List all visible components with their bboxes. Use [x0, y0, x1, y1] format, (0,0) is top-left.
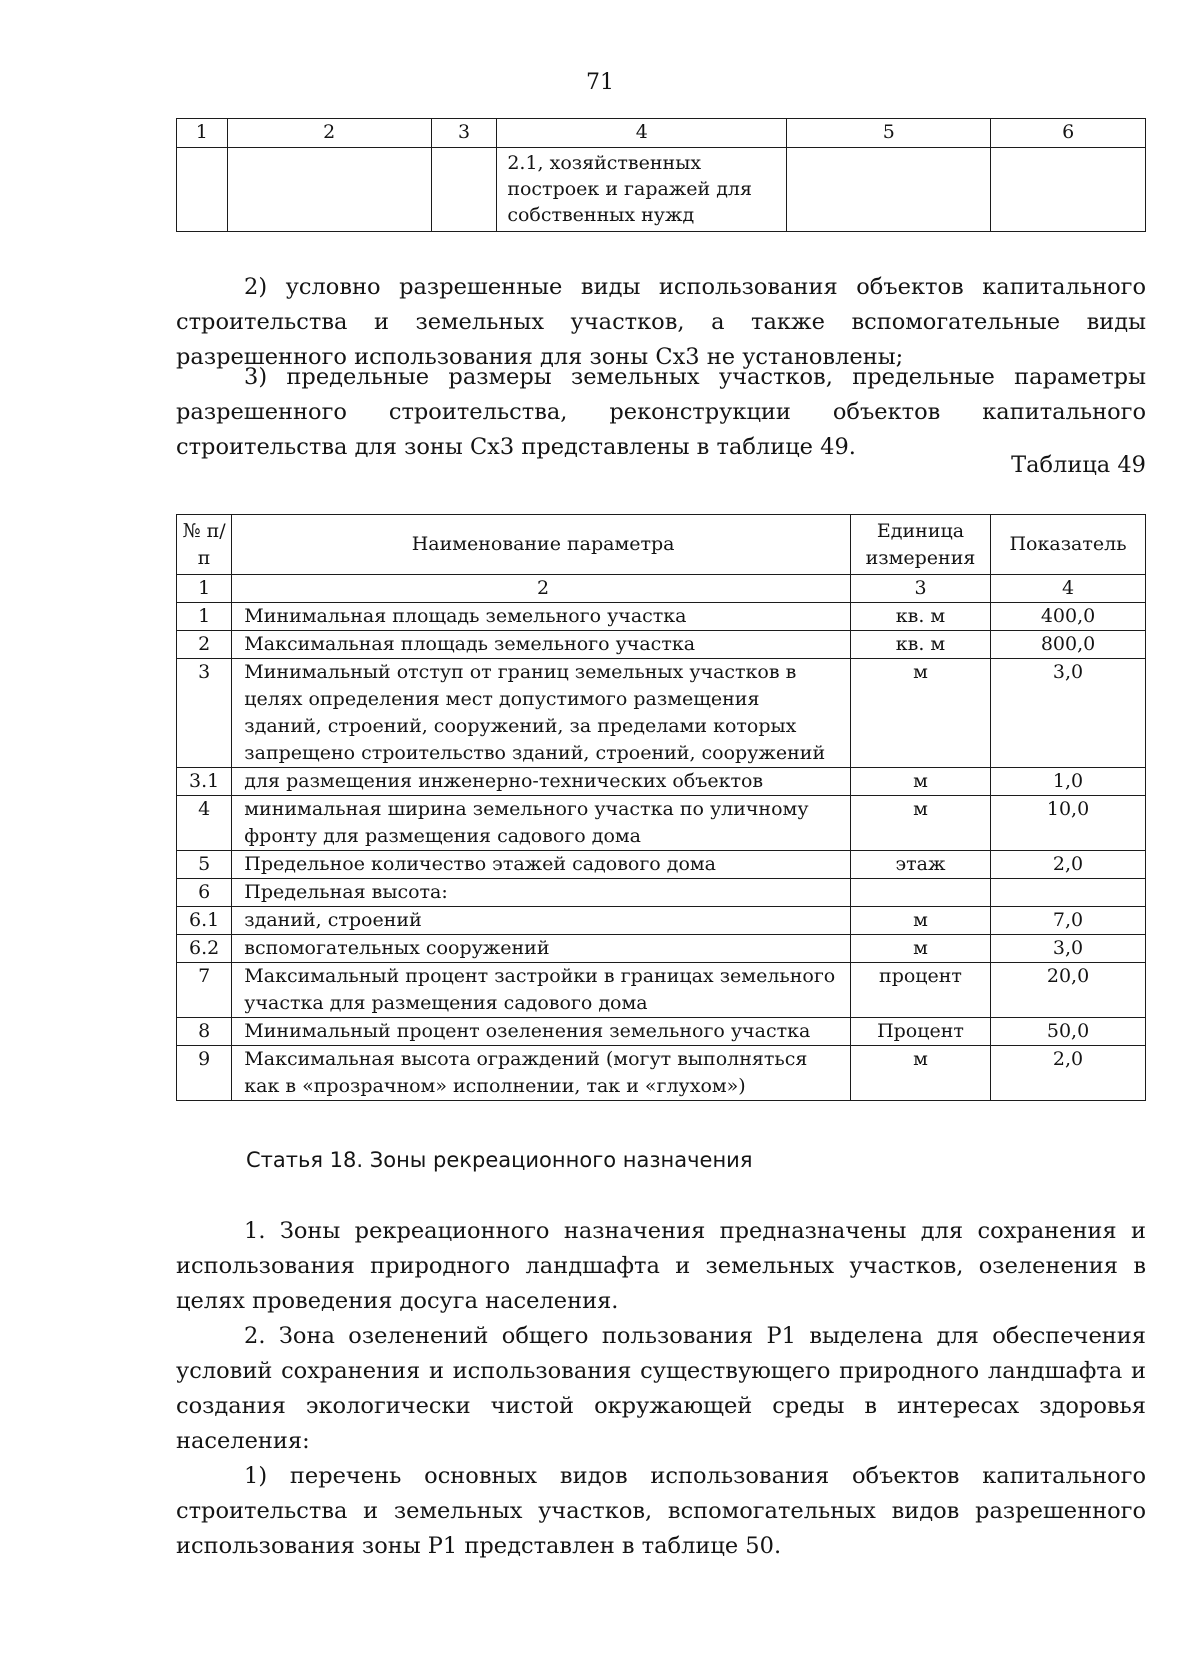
- row-num: 6.1: [177, 907, 232, 935]
- row-unit: [850, 879, 990, 907]
- page-number: 71: [586, 70, 614, 95]
- table-row: [177, 907, 1146, 935]
- column-number: 4: [991, 575, 1146, 603]
- paragraph-3-text: 3) предельные размеры земельных участков, предельные параметры разрешенного строительства, реконструкции объектов капитального строительства для зоны Сх3 представлены в таблице 49.: [176, 364, 1146, 460]
- row-name: Минимальный процент озеленения земельного участка: [232, 1018, 851, 1046]
- continued-header-cell: 5: [787, 119, 991, 148]
- header-unit: Единица измерения: [850, 515, 990, 575]
- row-value: 800,0: [991, 631, 1146, 659]
- table-row: [177, 659, 1146, 768]
- header-num: № п/п: [177, 515, 232, 575]
- row-name: Максимальная высота ограждений (могут выполняться как в «прозрачном» исполнении, так и «глухом»): [232, 1046, 851, 1101]
- continued-table-row: [177, 148, 1146, 232]
- row-num: 6: [177, 879, 232, 907]
- row-name: минимальная ширина земельного участка по уличному фронту для размещения садового дома: [232, 796, 851, 851]
- row-unit: Процент: [850, 1018, 990, 1046]
- table-49-header-row: [177, 515, 1146, 575]
- row-value: 3,0: [991, 935, 1146, 963]
- table-row: [177, 851, 1146, 879]
- table-row: [177, 935, 1146, 963]
- article-paragraph-1: [176, 1214, 1146, 1319]
- row-unit: м: [850, 1046, 990, 1101]
- row-name: Максимальная площадь земельного участка: [232, 631, 851, 659]
- row-num: 3.1: [177, 768, 232, 796]
- row-unit: м: [850, 796, 990, 851]
- header-value: Показатель: [991, 515, 1146, 575]
- row-unit: процент: [850, 963, 990, 1018]
- row-unit: м: [850, 935, 990, 963]
- row-value: 2,0: [991, 851, 1146, 879]
- row-name: Предельная высота:: [232, 879, 851, 907]
- table-49-column-number-row: [177, 575, 1146, 603]
- continued-cell: [177, 148, 228, 232]
- row-num: 1: [177, 603, 232, 631]
- paragraph-2-text: 2) условно разрешенные виды использования объектов капитального строительства и земельных участков, а также вспомогательные виды разрешенного использования для зоны Сх3 не установлены;: [176, 274, 1146, 370]
- row-name: Минимальный отступ от границ земельных участков в целях определения мест допустимого размещения зданий, строений, сооружений, за пределами которых запрещено строительство зданий, строений, сооружений: [232, 659, 851, 768]
- row-value: 400,0: [991, 603, 1146, 631]
- row-name: Предельное количество этажей садового дома: [232, 851, 851, 879]
- row-unit: м: [850, 907, 990, 935]
- continued-header-cell: 2: [227, 119, 431, 148]
- row-num: 7: [177, 963, 232, 1018]
- row-name: вспомогательных сооружений: [232, 935, 851, 963]
- continued-cell: [787, 148, 991, 232]
- table-row: [177, 631, 1146, 659]
- row-unit: этаж: [850, 851, 990, 879]
- row-num: 3: [177, 659, 232, 768]
- article-paragraph-1-text: 1. Зоны рекреационного назначения предназначены для сохранения и использования природного ландшафта и земельных участков, озеленения в целях проведения досуга населения.: [176, 1218, 1146, 1314]
- continued-header-cell: 3: [431, 119, 497, 148]
- paragraph-3: [176, 360, 1146, 465]
- article-paragraph-2: [176, 1319, 1146, 1459]
- row-value: 2,0: [991, 1046, 1146, 1101]
- header-name: Наименование параметра: [232, 515, 851, 575]
- row-num: 6.2: [177, 935, 232, 963]
- row-unit: м: [850, 768, 990, 796]
- row-num: 2: [177, 631, 232, 659]
- continued-header-cell: 4: [497, 119, 787, 148]
- table-row: [177, 1046, 1146, 1101]
- continued-cell: [991, 148, 1146, 232]
- row-name: для размещения инженерно-технических объектов: [232, 768, 851, 796]
- row-num: 4: [177, 796, 232, 851]
- row-num: 9: [177, 1046, 232, 1101]
- row-value: 7,0: [991, 907, 1146, 935]
- row-value: 50,0: [991, 1018, 1146, 1046]
- row-value: 3,0: [991, 659, 1146, 768]
- table-49: [176, 514, 1146, 1101]
- row-value: 10,0: [991, 796, 1146, 851]
- row-value: 20,0: [991, 963, 1146, 1018]
- table-row: [177, 796, 1146, 851]
- continued-cell: [431, 148, 497, 232]
- row-num: 8: [177, 1018, 232, 1046]
- article-paragraph-3: [176, 1459, 1146, 1564]
- continued-cell-text: 2.1, хозяйственных построек и гаражей для собственных нужд: [507, 152, 752, 226]
- table-49-caption: Таблица 49: [1011, 452, 1146, 478]
- article-paragraph-2-text: 2. Зона озеленений общего пользования Р1 выделена для обеспечения условий сохранения и использования существующего природного ландшафта и создания экологически чистой окружающей среды в интересах здоровья населения:: [176, 1323, 1146, 1454]
- continued-header-cell: 6: [991, 119, 1146, 148]
- table-row: [177, 1018, 1146, 1046]
- row-value: [991, 879, 1146, 907]
- column-number: 2: [232, 575, 851, 603]
- column-number: 3: [850, 575, 990, 603]
- row-name: Минимальная площадь земельного участка: [232, 603, 851, 631]
- continued-header-cell: 1: [177, 119, 228, 148]
- row-name: зданий, строений: [232, 907, 851, 935]
- article-heading: Статья 18. Зоны рекреационного назначения: [246, 1148, 753, 1172]
- row-name: Максимальный процент застройки в границах земельного участка для размещения садового дома: [232, 963, 851, 1018]
- row-unit: м: [850, 659, 990, 768]
- table-row: [177, 603, 1146, 631]
- row-unit: кв. м: [850, 631, 990, 659]
- article-paragraph-3-text: 1) перечень основных видов использования объектов капитального строительства и земельных участков, вспомогательных видов разрешенного использования зоны Р1 представлен в таблице 50.: [176, 1463, 1146, 1559]
- row-unit: кв. м: [850, 603, 990, 631]
- table-row: [177, 768, 1146, 796]
- row-value: 1,0: [991, 768, 1146, 796]
- table-row: [177, 879, 1146, 907]
- table-row: [177, 963, 1146, 1018]
- column-number: 1: [177, 575, 232, 603]
- continued-cell: [497, 148, 787, 232]
- continued-cell: [227, 148, 431, 232]
- continued-table-header-row: [177, 119, 1146, 148]
- row-num: 5: [177, 851, 232, 879]
- continued-table: [176, 118, 1146, 232]
